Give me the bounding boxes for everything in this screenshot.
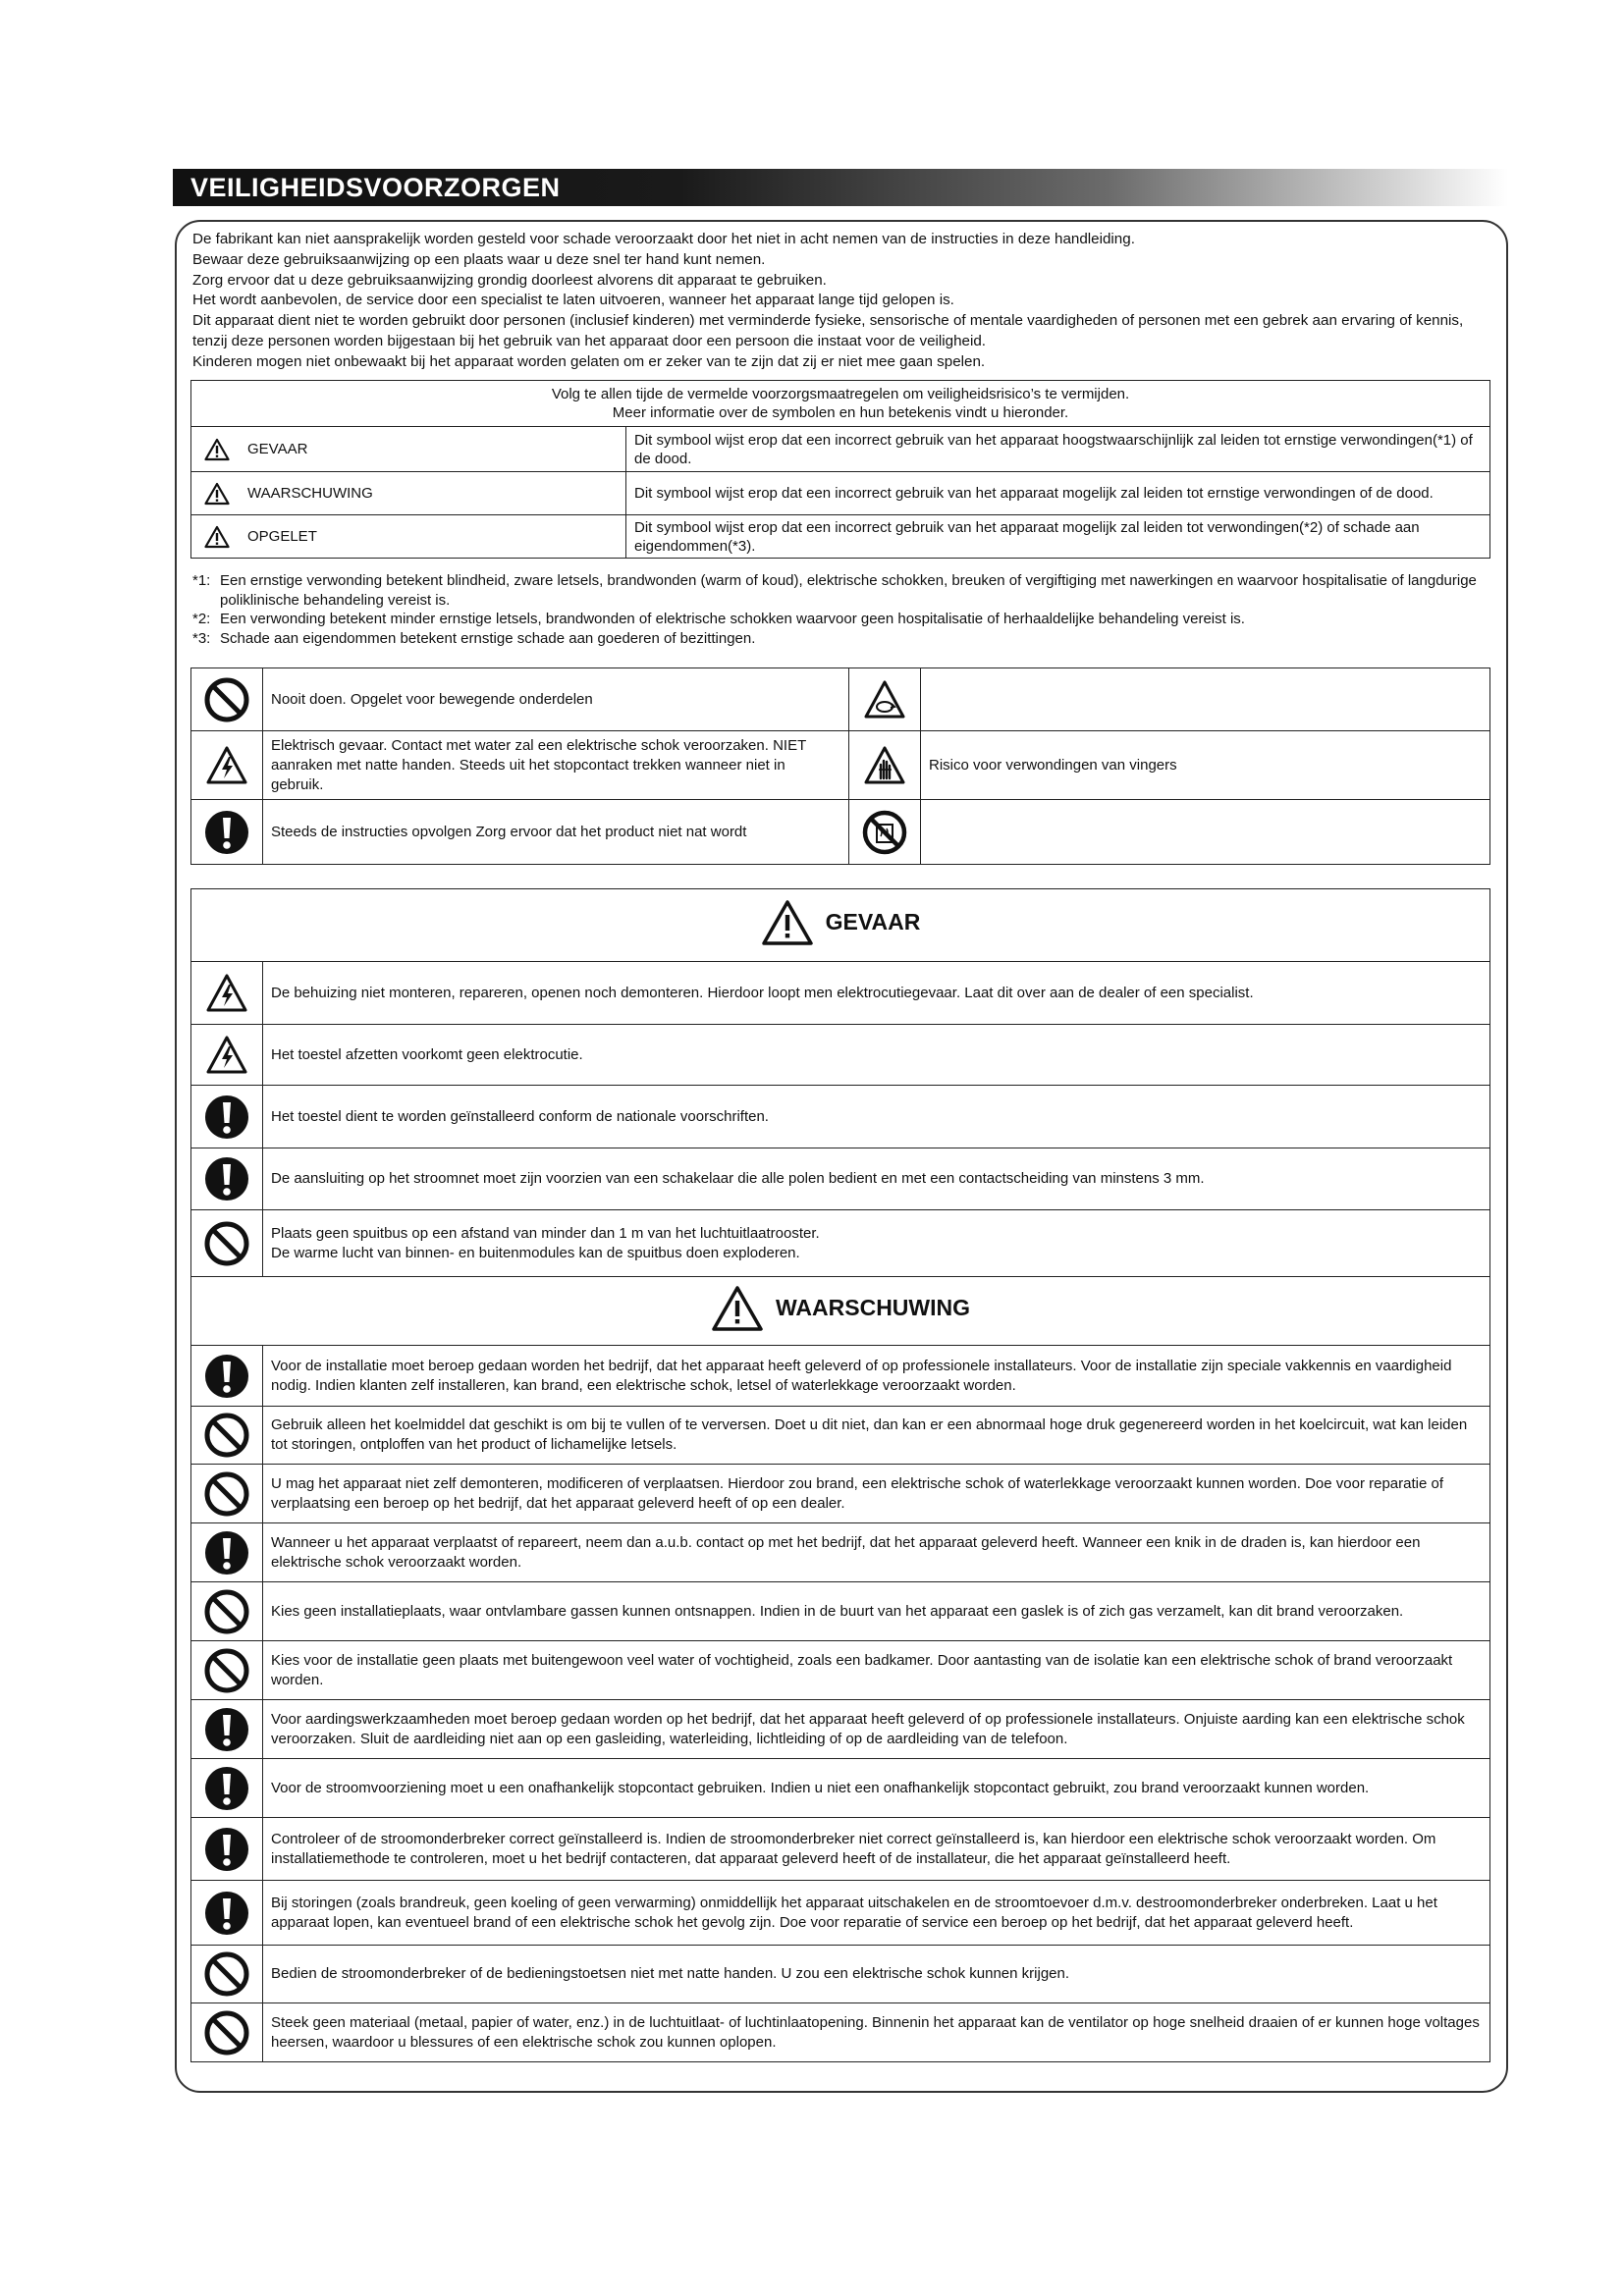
symbol-row [191, 800, 1490, 865]
instruction-row [191, 1210, 1490, 1277]
legend-description: Dit symbool wijst erop dat een incorrect gebruik van het apparaat hoogstwaarschijnlijk zal leiden tot ernstige verwondingen(*1) of de dood. [626, 427, 1490, 472]
mandatory-action-icon [191, 1759, 263, 1818]
legend-header-row [191, 381, 1490, 427]
intro-line: Zorg ervoor dat u deze gebruiksaanwijzing grondig doorleest alvorens dit apparaat te gebruiken. [192, 271, 827, 289]
instruction-row [191, 1148, 1490, 1210]
warning-triangle-icon [761, 899, 814, 946]
intro-line: Bewaar deze gebruiksaanwijzing op een plaats waar u deze snel ter hand kunt nemen. [192, 250, 766, 268]
instruction-text: Gebruik alleen het koelmiddel dat geschikt is om bij te vullen of te verversen. Doet u dit niet, dan kan er een abnormaal hoge druk gegenereerd worden in het koelcircuit, wat kan leiden tot storingen, ontploffen van het product of lichamelijke letsels. [263, 1407, 1490, 1465]
symbol-row [191, 668, 1490, 731]
symbol-text: Steeds de instructies opvolgen Zorg ervoor dat het product niet nat wordt [263, 800, 849, 865]
legend-label-cell [191, 427, 626, 472]
instruction-row [191, 2003, 1490, 2062]
warning-title-cell [191, 1277, 1490, 1346]
instruction-row [191, 962, 1490, 1025]
instruction-row [191, 1025, 1490, 1086]
instruction-text: Controleer of de stroomonderbreker correct geïnstalleerd is. Indien de stroomonderbreker niet correct geïnstalleerd is, kan hierdoor een elektrische schok veroorzaakt worden. Om installatiemethode te controleren, moet u het bedrijf contacteren, dat apparaat geleverd heeft of de installateur, die het apparaat geïnstalleerd heeft. [263, 1818, 1490, 1881]
instruction-row [191, 1881, 1490, 1946]
symbol-legend-table [190, 380, 1490, 559]
intro-line: Het wordt aanbevolen, de service door een specialist te laten uitvoeren, wanneer het apparaat lange tijd gelopen is. [192, 292, 954, 309]
instruction-row [191, 1086, 1490, 1148]
mandatory-action-icon [191, 1086, 263, 1148]
instruction-row [191, 1582, 1490, 1641]
footnote-text: Een verwonding betekent minder ernstige letsels, brandwonden of elektrische schokken waarvoor geen hospitalisatie of herhaaldelijke behandeling vereist is. [220, 611, 1245, 627]
warning-triangle-icon [204, 525, 230, 549]
prohibition-icon [191, 1582, 263, 1641]
instruction-row [191, 1700, 1490, 1759]
symbol-meaning-table [190, 667, 1490, 865]
symbol-text: Risico voor verwondingen van vingers [921, 731, 1490, 800]
footnote-key: *2: [192, 611, 211, 627]
intro-line: Dit apparaat dient niet te worden gebruikt door personen (inclusief kinderen) met verminderde fysieke, sensorische of mentale vaardigheden of personen met een gebrek aan ervaring of kennis, tenzij deze personen worden bijgestaan bij het gebruik van het apparaat door een persoon die instaat voor de veiligheid. [192, 312, 1464, 349]
legend-row-danger [191, 427, 1490, 472]
instruction-text: Wanneer u het apparaat verplaatst of repareert, neem dan a.u.b. contact op met het bedrijf, dat het apparaat geleverd heeft. Wanneer een knik in de draden is, kan hierdoor een elektrische schok veroorzaakt worden. [263, 1523, 1490, 1582]
instruction-row [191, 1465, 1490, 1523]
footnote-key: *1: [192, 572, 211, 589]
instruction-row [191, 1946, 1490, 2003]
footnotes [192, 571, 1489, 648]
danger-title: GEVAAR [825, 909, 921, 934]
instruction-text: Voor de installatie moet beroep gedaan worden het bedrijf, dat het apparaat heeft geleverd of op professionele installateurs. Voor de installatie zijn speciale vakkennis en vaardigheid nodig. Indien klanten zelf installeren, kan brand, een elektrische schok, letsel of waterlekkage veroorzaakt worden. [263, 1346, 1490, 1407]
mandatory-action-icon [191, 1523, 263, 1582]
warning-triangle-icon [204, 482, 230, 506]
mandatory-action-icon [191, 1881, 263, 1946]
legend-header-line-2: Meer informatie over de symbolen en hun betekenis vindt u hieronder. [612, 404, 1069, 421]
section-title-row-danger [191, 889, 1490, 962]
legend-description: Dit symbool wijst erop dat een incorrect gebruik van het apparaat mogelijk zal leiden tot verwondingen(*2) of schade aan eigendommen(*3). [626, 515, 1490, 559]
instruction-text: Bedien de stroomonderbreker of de bedieningstoetsen niet met natte handen. U zou een elektrische schok kunnen krijgen. [263, 1946, 1490, 2003]
legend-label: WAARSCHUWING [247, 485, 373, 502]
legend-row-caution [191, 515, 1490, 559]
instruction-row [191, 1407, 1490, 1465]
instruction-text: Voor aardingswerkzaamheden moet beroep gedaan worden op het bedrijf, dat het apparaat heeft geleverd of op professionele installateurs. Onjuiste aarding kan een elektrische schok veroorzaken. Sluit de aardleiding niet aan op een gasleiding, waterleiding, lichtleiding of op de aardleiding van de telefoon. [263, 1700, 1490, 1759]
symbol-text: Nooit doen. Opgelet voor bewegende onderdelen [263, 668, 849, 731]
instruction-text: Het toestel afzetten voorkomt geen elektrocutie. [263, 1025, 1490, 1086]
legend-label: GEVAAR [247, 441, 308, 457]
instruction-text: Voor de stroomvoorziening moet u een onafhankelijk stopcontact gebruiken. Indien u niet een onafhankelijk stopcontact gebruikt, zou brand veroorzaakt kunnen worden. [263, 1759, 1490, 1818]
symbol-text [921, 668, 1490, 731]
mandatory-action-icon [191, 1700, 263, 1759]
instruction-row [191, 1759, 1490, 1818]
instruction-text: U mag het apparaat niet zelf demonteren, modificeren of verplaatsen. Hierdoor zou brand, een elektrische schok of waterlekkage veroorzaakt kunnen worden. Doe voor reparatie of verplaatsing een beroep op het bedrijf, dat het apparaat geleverd heeft of op een dealer. [263, 1465, 1490, 1523]
instruction-line: Plaats geen spuitbus op een afstand van minder dan 1 m van het luchtuitlaatrooster. De warme lucht van binnen- en buitenmodules kan de spuitbus doen exploderen. [271, 1224, 820, 1261]
instruction-row [191, 1523, 1490, 1582]
intro-line: Kinderen mogen niet onbewaakt bij het apparaat worden gelaten om er zeker van te zijn dat zij er niet mee gaan spelen. [192, 352, 986, 370]
warning-title: WAARSCHUWING [775, 1295, 971, 1320]
page-title: VEILIGHEIDSVOORZORGEN [190, 173, 561, 202]
prohibition-icon [191, 1946, 263, 2003]
legend-header-line-1: Volg te allen tijde de vermelde voorzorgsmaatregelen om veiligheidsrisico’s te vermijden. [551, 386, 1130, 402]
prohibition-icon [191, 668, 263, 731]
footnote-text: Schade aan eigendommen betekent ernstige schade aan goederen of bezittingen. [220, 629, 756, 647]
rotating-parts-warning-icon [849, 668, 921, 731]
mandatory-action-icon [191, 1148, 263, 1210]
symbol-text [921, 800, 1490, 865]
instruction-text: De aansluiting op het stroomnet moet zijn voorzien van een schakelaar die alle polen bedient en met een contactscheiding van minstens 3 mm. [263, 1148, 1490, 1210]
prohibition-icon [191, 1465, 263, 1523]
instruction-text: De behuizing niet monteren, repareren, openen noch demonteren. Hierdoor loopt men elektrocutiegevaar. Laat dit over aan de dealer of een specialist. [263, 962, 1490, 1025]
danger-title-cell [191, 889, 1490, 962]
electric-shock-warning-icon [191, 1025, 263, 1086]
legend-label-cell [191, 515, 626, 559]
instruction-row [191, 1641, 1490, 1700]
warning-triangle-icon [711, 1285, 764, 1332]
section-header-bar [173, 169, 1508, 206]
instruction-text: Steek geen materiaal (metaal, papier of water, enz.) in de luchtuitlaat- of luchtinlaatopening. Binnenin het apparaat kan de ventilator op hoge snelheid draaien of er kunnen hoge voltages heersen, waardoor u blessures of een elektrische schok zou kunnen oplopen. [263, 2003, 1490, 2062]
instruction-row [191, 1818, 1490, 1881]
instruction-text: Het toestel dient te worden geïnstalleerd conform de nationale voorschriften. [263, 1086, 1490, 1148]
footnote [192, 571, 1489, 610]
legend-header [191, 381, 1490, 427]
intro-line: De fabrikant kan niet aansprakelijk worden gesteld voor schade veroorzaakt door het niet in acht nemen van de instructies in deze handleiding. [192, 231, 1135, 247]
legend-label: OPGELET [247, 528, 317, 545]
instruction-row [191, 1346, 1490, 1407]
footnote-key: *3: [192, 629, 211, 647]
instruction-text: Kies geen installatieplaats, waar ontvlambare gassen kunnen ontsnappen. Indien in de buurt van het apparaat een gaslek is of zich gas verzamelt, kan dit brand veroorzaken. [263, 1582, 1490, 1641]
instruction-text: Kies voor de installatie geen plaats met buitengewoon veel water of vochtigheid, zoals een badkamer. Door aantasting van de isolatie kan een elektrische schok of brand veroorzaakt worden. [263, 1641, 1490, 1700]
prohibition-icon [191, 1210, 263, 1277]
prohibition-icon [191, 1641, 263, 1700]
legend-row-warning [191, 472, 1490, 515]
warning-triangle-icon [204, 438, 230, 461]
footnote [192, 629, 1489, 649]
section-title-row-warning [191, 1277, 1490, 1346]
legend-description: Dit symbool wijst erop dat een incorrect gebruik van het apparaat mogelijk zal leiden tot ernstige verwondingen of de dood. [626, 472, 1490, 515]
instruction-text [263, 1210, 1490, 1277]
symbol-text: Elektrisch gevaar. Contact met water zal een elektrische schok veroorzaken. NIET aanraken met natte handen. Steeds uit het stopcontact trekken wanneer niet in gebruik. [263, 731, 849, 800]
mandatory-action-icon [191, 800, 263, 865]
prohibition-icon [191, 1407, 263, 1465]
electric-shock-warning-icon [191, 962, 263, 1025]
symbol-row [191, 731, 1490, 800]
prohibition-icon [191, 2003, 263, 2062]
intro-text [192, 230, 1489, 373]
instruction-text: Bij storingen (zoals brandreuk, geen koeling of geen verwarming) onmiddellijk het apparaat uitschakelen en de stroomtoevoer d.m.v. destroomonderbreker onderbreken. Laat u het apparaat lopen, kan eventueel brand of een elektrische schok het gevolg zijn. Doe voor reparatie of service een beroep op het bedrijf, dat het apparaat geleverd heeft. [263, 1881, 1490, 1946]
legend-label-cell [191, 472, 626, 515]
footnote-text: Een ernstige verwonding betekent blindheid, zware letsels, brandwonden (warm of koud), elektrische schokken, breuken of vergiftiging met nawerkingen en waarvoor hospitalisatie of langdurige poliklinische behandeling vereist is. [220, 572, 1477, 609]
mandatory-action-icon [191, 1346, 263, 1407]
finger-injury-warning-icon [849, 731, 921, 800]
footnote [192, 610, 1489, 629]
safety-instructions-table [190, 888, 1490, 2062]
electric-shock-warning-icon [191, 731, 263, 800]
do-not-wet-icon [849, 800, 921, 865]
mandatory-action-icon [191, 1818, 263, 1881]
